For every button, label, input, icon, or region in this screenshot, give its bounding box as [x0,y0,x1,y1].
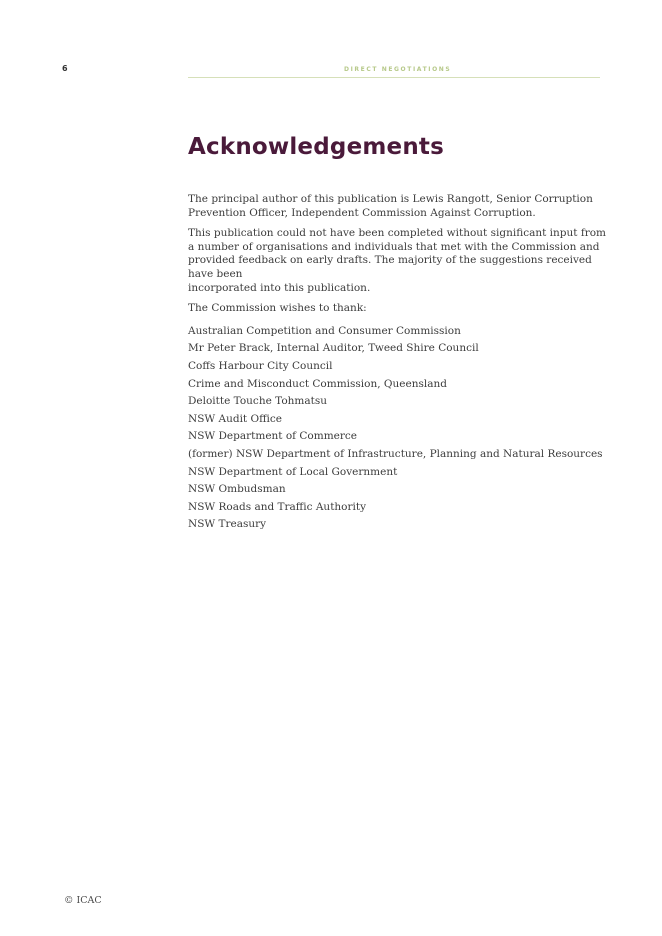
list-item: (former) NSW Department of Infrastructure, Planning and Natural Resources [188,447,603,460]
list-item: NSW Ombudsman [188,483,286,496]
list-item: Crime and Misconduct Commission, Queensland [188,377,447,390]
list-item: Coffs Harbour City Council [188,359,333,372]
list-item: NSW Audit Office [188,412,283,425]
page-number: 6 [62,64,68,73]
list-item: Deloitte Touche Tohmatsu [188,395,327,408]
list-item: NSW Treasury [188,518,267,531]
running-header: DIRECT NEGOTIATIONS [344,66,452,73]
list-item: NSW Roads and Traffic Authority [188,500,367,513]
author-paragraph: The principal author of this publication is Lewis Rangott, Senior Corruption Prevention Officer, Independent Commission Against Corruption. [188,193,593,219]
list-item: NSW Department of Local Government [188,465,398,478]
list-item: Australian Competition and Consumer Commission [188,324,461,337]
header-divider [188,77,600,78]
thanks-intro: The Commission wishes to thank: [188,302,367,315]
thanks-list [188,323,608,534]
list-item: Mr Peter Brack, Internal Auditor, Tweed Shire Council [188,342,479,355]
copyright-footer: © ICAC [64,895,102,906]
body-text [188,193,608,534]
page-title: Acknowledgements [188,134,444,160]
list-item: NSW Department of Commerce [188,430,357,443]
input-paragraph: This publication could not have been completed without significant input from a number of organisations and individuals that met with the Commission and provided feedback on early drafts. The majority of the suggestions received have been incorporated into this publication. [188,227,607,294]
